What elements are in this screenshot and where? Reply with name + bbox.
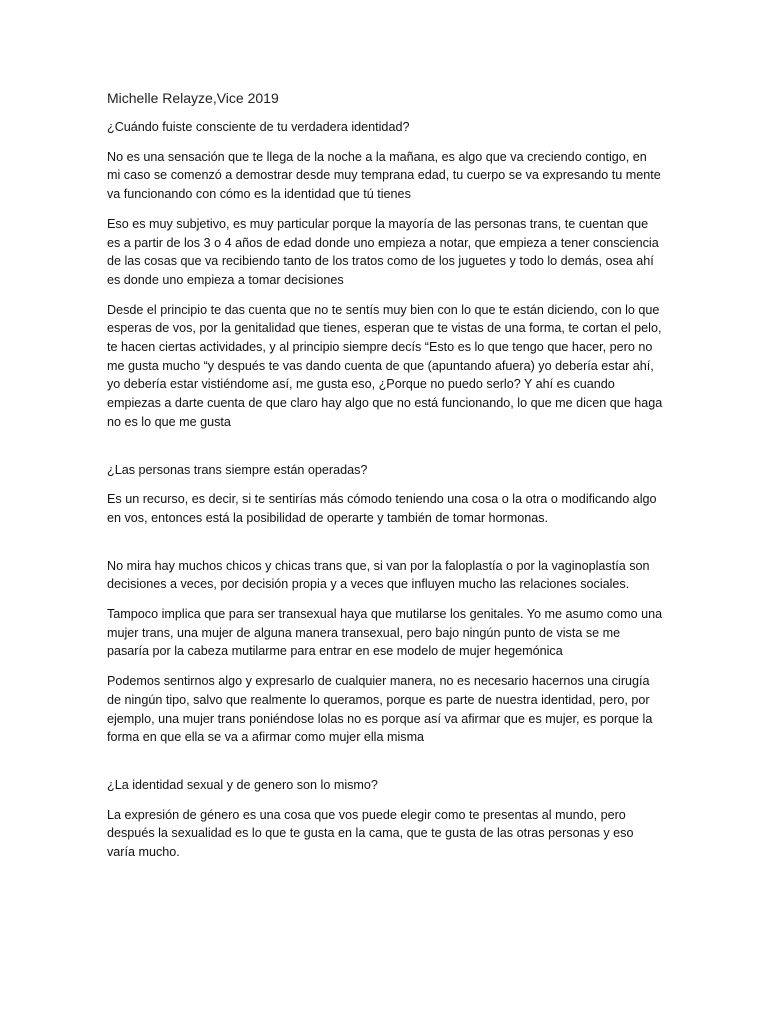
answer-paragraph: Desde el principio te das cuenta que no te sentís muy bien con lo que te están diciendo, con lo que esperas de vos, por la genitalidad que tienes, esperan que te vistas de una forma, te cortan el pelo, te hacen ciertas actividades, y al principio siempre decís “Esto es lo que tengo que hacer, pero no me gusta mucho “y después te vas dando cuenta de que (apuntando afuera) yo debería estar ahí, yo debería estar vistiéndome así, me gusta eso, ¿Porque no puedo serlo? Y ahí es cuando empiezas a darte cuenta de que claro hay algo que no está funcionando, lo que me dicen que haga no es lo que me gusta [107,302,663,429]
answer-paragraph: Podemos sentirnos algo y expresarlo de cualquier manera, no es necesario hacernos una cirugía de ningún tipo, salvo que realmente lo queramos, porque es parte de nuestra identidad, pero, por ejemplo, una mujer trans poniéndose lolas no es porque así va afirmar que es mujer, es porque la forma en que ella se va a afirmar como mujer ella misma [107,674,653,745]
document-body [107,118,663,873]
answer-paragraph: La expresión de género es una cosa que vos puede elegir como te presentas al mundo, pero después la sexualidad es lo que te gusta en la cama, que te gusta de las otras personas y eso varía mucho. [107,807,634,860]
document-header: Michelle Relayze,Vice 2019 [107,90,279,106]
question-3: ¿La identidad sexual y de genero son lo mismo? [107,777,378,792]
answer-paragraph: Tampoco implica que para ser transexual haya que mutilarse los genitales. Yo me asumo como una mujer trans, una mujer de alguna manera transexual, pero bajo ningún punto de vista se me pasaría por la cabeza mutilarme para entrar en ese modelo de mujer hegemónica [107,607,663,659]
blank-line [107,443,663,461]
blank-line [107,758,663,776]
question-2: ¿Las personas trans siempre están operadas? [107,462,368,477]
blank-line [107,539,663,557]
answer-paragraph: No mira hay muchos chicos y chicas trans que, si van por la faloplastía o por la vaginoplastía son decisiones a veces, por decisión propia y a veces que influyen mucho las relaciones sociales. [107,558,650,592]
answer-paragraph: Eso es muy subjetivo, es muy particular porque la mayoría de las personas trans, te cuentan que es a partir de los 3 o 4 años de edad donde uno empieza a notar, que empieza a tener consciencia de las cosas que va recibiendo tanto de los tratos como de los juguetes y todo lo demás, osea ahí es donde uno empieza a tomar decisiones [107,216,659,287]
answer-paragraph: Es un recurso, es decir, si te sentirías más cómodo teniendo una cosa o la otra o modificando algo en vos, entonces está la posibilidad de operarte y también de tomar hormonas. [107,492,657,525]
answer-paragraph: No es una sensación que te llega de la noche a la mañana, es algo que va creciendo contigo, en mi caso se comenzó a demostrar desde muy temprana edad, tu cuerpo se va expresando tu mente va funcionando con cómo es la identidad que tú tienes [107,149,661,202]
question-1: ¿Cuándo fuiste consciente de tu verdadera identidad? [107,120,410,134]
